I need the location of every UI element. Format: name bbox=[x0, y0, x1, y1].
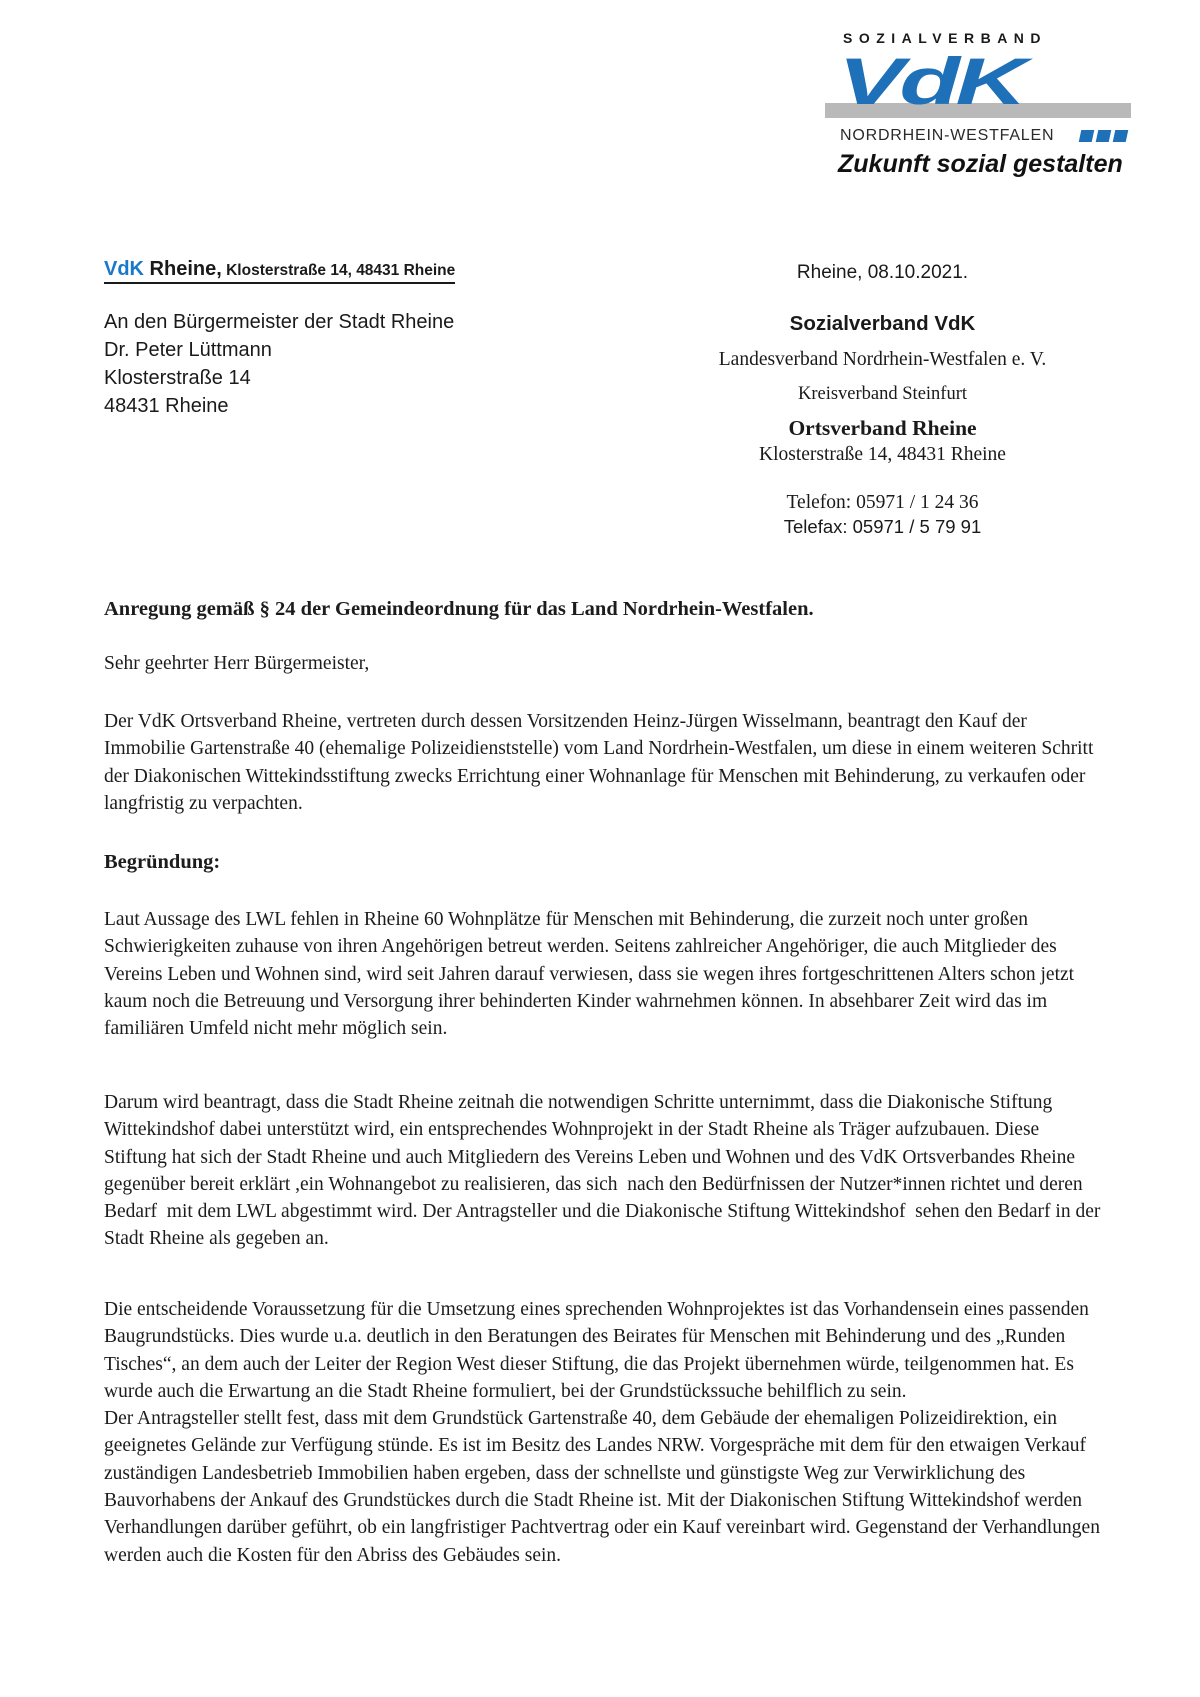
subject-line: Anregung gemäß § 24 der Gemeindeordnung für das Land Nordrhein-Westfalen. bbox=[104, 598, 814, 620]
paragraph-site-block bbox=[104, 1296, 1104, 1569]
logo-region-text: NORDRHEIN-WESTFALEN bbox=[840, 127, 1055, 144]
recipient-address-line: Dr. Peter Lüttmann bbox=[104, 339, 272, 361]
kreisverband-line: Kreisverband Steinfurt bbox=[797, 384, 968, 404]
recipient-address-line: An den Bürgermeister der Stadt Rheine bbox=[104, 311, 455, 333]
vdk-brand-mark: VdK bbox=[838, 44, 1023, 118]
landesverband-line: Landesverband Nordrhein-Westfalen e. V. bbox=[718, 349, 1047, 370]
logo-slogan: Zukunft sozial gestalten bbox=[838, 150, 1123, 178]
paragraph-need: Laut Aussage des LWL fehlen in Rheine 60 Wohnplätze für Menschen mit Behinderung, die zurzeit noch unter großen Schwierigkeiten zuhause von ihren Angehörigen betreut werden. Seitens zahlreicher Angehöriger, die auch Mitglieder des Vereins Leben und Wohnen sind, wird seit Jahren darauf verwiesen, dass sie wegen ihres fortgeschrittenen Alters schon jetzt kaum noch die Betreuung und Versorgung ihrer behinderten Kinder wahrnehmen können. In absehbarer Zeit wird das im familiären Umfeld nicht mehr möglich sein. bbox=[104, 909, 1079, 1040]
letterhead-info-column bbox=[700, 262, 1065, 538]
recipient-address-line: 48431 Rheine bbox=[104, 395, 229, 417]
paragraph-property: Der Antragsteller stellt fest, dass mit dem Grundstück Gartenstraße 40, dem Gebäude der ehemaligen Polizeidirektion, ein geeignetes Gelände zur Verfügung stünde. Es ist im Besitz des Landes NRW. Vorgespräche mit dem für den etwaigen Verkauf zuständigen Landesbetrieb Immobilien haben ergeben, dass der schnellste und günstigste Weg zur Verwirklichung des Bauvorhabens der Ankauf des Grundstückes durch die Stadt Rheine ist. Mit der Diakonischen Stiftung Wittekindshof werden Verhandlungen darüber geführt, ob ein langfristiger Pachtvertrag oder ein Kauf vereinbart wird. Gegenstand der Verhandlungen werden auch die Kosten für den Abriss des Gebäudes sein. bbox=[104, 1408, 1105, 1566]
salutation-line: Sehr geehrter Herr Bürgermeister, bbox=[104, 653, 370, 674]
paragraph-request: Der VdK Ortsverband Rheine, vertreten durch dessen Vorsitzenden Heinz-Jürgen Wisselmann, beantragt den Kauf der Immobilie Gartenstraße 40 (ehemalige Polizeidienststelle) vom Land Nordrhein-Westfalen, um diese in einem weiteren Schritt der Diakonischen Wittekindsstiftung zwecks Errichtung einer Wohnanlage für Menschen mit Behinderung, zu verkaufen oder langfristig zu verpachten. bbox=[104, 711, 1099, 814]
telephone-line: Telefon: 05971 / 1 24 36 bbox=[786, 492, 979, 513]
sender-reference-line bbox=[104, 258, 455, 284]
sender-city-text: Rheine, bbox=[144, 258, 222, 280]
telefax-line: Telefax: 05971 / 5 79 91 bbox=[783, 516, 982, 537]
reason-heading: Begründung: bbox=[104, 851, 221, 873]
date-line: Rheine, 08.10.2021. bbox=[796, 262, 969, 283]
recipient-address-block bbox=[104, 308, 454, 420]
blue-square-icon bbox=[1079, 130, 1095, 142]
organization-name: Sozialverband VdK bbox=[789, 312, 976, 335]
recipient-address-line: Klosterstraße 14 bbox=[104, 367, 251, 389]
blue-square-icon bbox=[1096, 130, 1112, 142]
paragraph-motion: Darum wird beantragt, dass die Stadt Rheine zeitnah die notwendigen Schritte unternimmt, dass die Diakonische Stiftung Wittekindshof dabei unterstützt wird, ein entsprechendes Wohnprojekt in der Stadt Rheine als Träger aufzubauen. Diese Stiftung hat sich der Stadt Rheine und auch Mitgliedern des Vereins Leben und Wohnen und des VdK Ortsverbandes Rheine gegenüber bereit erklärt ,ein Wohnangebot zu realisieren, das sich nach den Bedürfnissen der Nutzer*innen richtet und deren Bedarf mit dem LWL abgestimmt wird. Der Antragsteller und die Diakonische Stiftung Wittekindshof sehen den Bedarf in der Stadt Rheine als gegeben an. bbox=[104, 1092, 1106, 1250]
blue-square-icon bbox=[1113, 130, 1129, 142]
logo-sozialverband-text: SOZIALVERBAND bbox=[843, 30, 1048, 46]
paragraph-prerequisite: Die entscheidende Voraussetzung für die Umsetzung eines sprechenden Wohnprojektes ist das Vorhandensein eines passenden Baugrundstücks. Dies wurde u.a. deutlich in den Beratungen des Beirates für Menschen mit Behinderung und des „Runden Tisches“, an dem auch der Leiter der Region West dieser Stiftung, die das Projekt übernehmen würde, teilgenommen hat. Es wurde auch die Erwartung an die Stadt Rheine formuliert, bei der Grundstückssuche behilflich zu sein. bbox=[104, 1299, 1094, 1402]
ortsverband-line: Ortsverband Rheine bbox=[788, 416, 977, 440]
org-address-line: Klosterstraße 14, 48431 Rheine bbox=[759, 444, 1006, 465]
three-blue-squares-icon bbox=[1079, 130, 1129, 142]
sender-vdk-text: VdK bbox=[104, 258, 144, 280]
sender-address-text: Klosterstraße 14, 48431 Rheine bbox=[221, 262, 456, 279]
